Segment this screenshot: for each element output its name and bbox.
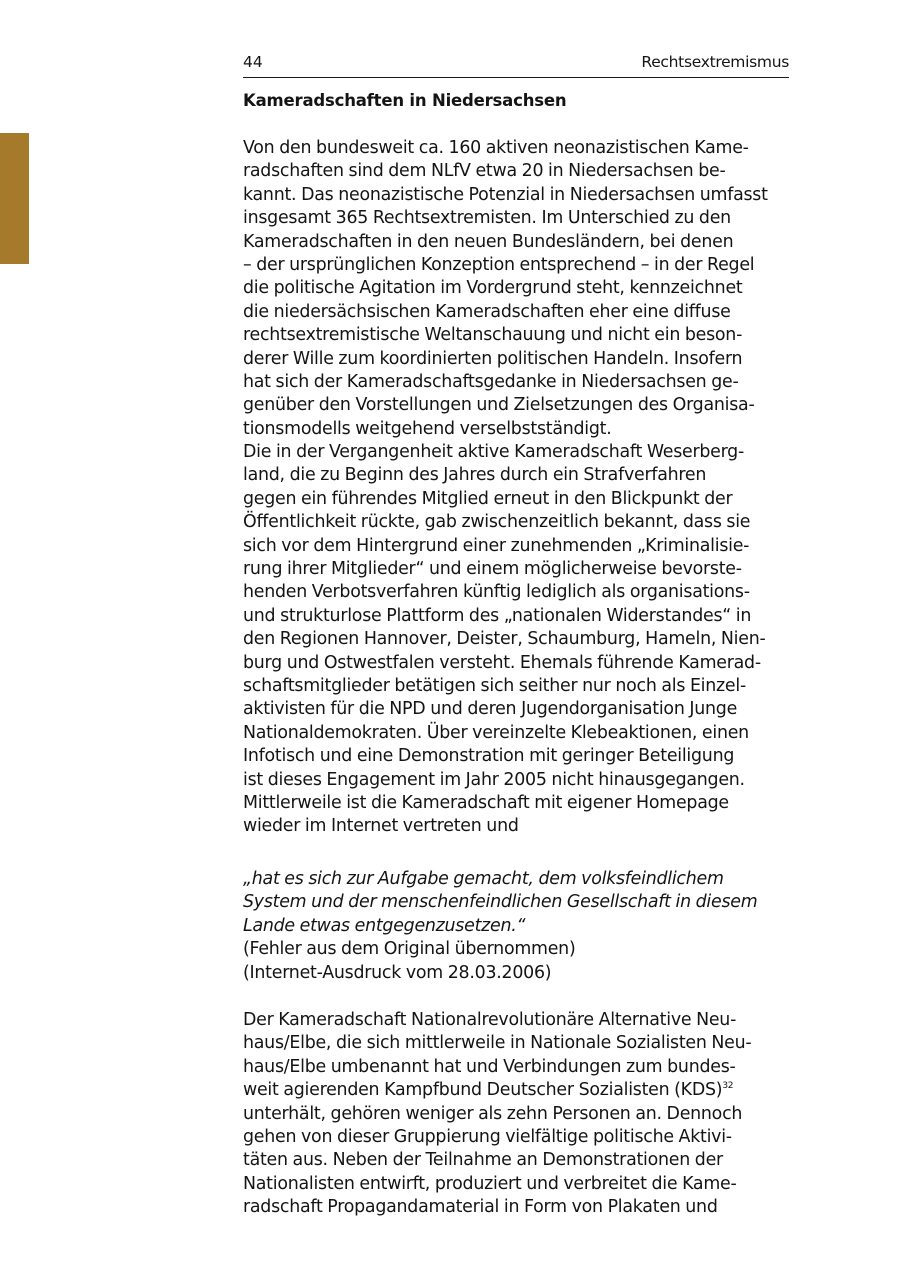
text-line: burg und Ostwestfalen versteht. Ehemals führende Kamerad- (243, 652, 761, 673)
text-line: ist dieses Engagement im Jahr 2005 nicht hinausgegangen. (243, 769, 745, 790)
text-line: land, die zu Beginn des Jahres durch ein Strafverfahren (243, 465, 707, 486)
text-line: kannt. Das neonazistische Potenzial in Niedersachsen umfasst (243, 184, 768, 205)
text-line: Nationaldemokraten. Über vereinzelte Klebeaktionen, einen (243, 722, 749, 743)
text-line: – der ursprünglichen Konzeption entsprechend – in der Regel (243, 254, 755, 275)
text-line: radschaften sind dem NLfV etwa 20 in Niedersachsen be- (243, 161, 726, 182)
text-line: aktivisten für die NPD und deren Jugendorganisation Junge (243, 699, 738, 720)
text-line: derer Wille zum koordinierten politischen Handeln. Insofern (243, 348, 743, 369)
text-line: die politische Agitation im Vordergrund steht, kennzeichnet (243, 278, 743, 299)
text-line: Kameradschaften in den neuen Bundesländern, bei denen (243, 231, 734, 252)
text-line: Öffentlichkeit rückte, gab zwischenzeitlich bekannt, dass sie (243, 512, 751, 533)
text-line: Infotisch und eine Demonstration mit geringer Beteiligung (243, 746, 735, 767)
text-line: Lande etwas entgegenzusetzen.“ (243, 915, 526, 936)
text-line: insgesamt 365 Rechtsextremisten. Im Unterschied zu den (243, 208, 731, 229)
footnote-marker[interactable]: 32 (722, 1081, 734, 1092)
text-line: Der Kameradschaft Nationalrevolutionäre Alternative Neu- (243, 1010, 737, 1030)
text-line: und strukturlose Plattform des „nationalen Widerstandes“ in (243, 605, 752, 626)
text-line: System und der menschenfeindlichen Gesellschaft in diesem (243, 892, 758, 913)
text-line: genüber den Vorstellungen und Zielsetzungen des Organisa- (243, 395, 755, 416)
text-line: gehen von dieser Gruppierung vielfältige politische Aktivi- (243, 1126, 732, 1147)
running-title: Rechtsextremismus (641, 53, 789, 71)
paragraph-neuhaus-elbe (243, 1009, 751, 1220)
text-line: haus/Elbe, die sich mittlerweile in Nationale Sozialisten Neu- (243, 1033, 752, 1054)
text-line: „hat es sich zur Aufgabe gemacht, dem volksfeindlichem (243, 869, 724, 889)
text-line: die niedersächsischen Kameradschaften eher eine diffuse (243, 301, 731, 322)
section-heading: Kameradschaften in Niedersachsen (243, 91, 567, 110)
text-line: schaftsmitglieder betätigen sich seither nur noch als Einzel- (243, 675, 746, 696)
text-line: henden Verbotsverfahren künftig lediglich als organisations- (243, 582, 750, 603)
text-line: unterhält, gehören weniger als zehn Personen an. Dennoch (243, 1103, 743, 1124)
page-number: 44 (243, 53, 263, 71)
page-header (243, 52, 789, 78)
paragraph-kameradschaften-overview (243, 137, 768, 839)
text-line: tionsmodells weitgehend verselbstständigt. (243, 418, 612, 439)
text-line: Nationalisten entwirft, produziert und verbreitet die Kame- (243, 1173, 737, 1194)
text-line: rung ihrer Mitglieder“ und einem möglicherweise bevorste- (243, 559, 742, 580)
text-line: Mittlerweile ist die Kameradschaft mit eigener Homepage (243, 792, 729, 813)
text-line: haus/Elbe umbenannt hat und Verbindungen zum bundes- (243, 1056, 736, 1077)
text-line: gegen ein führendes Mitglied erneut in den Blickpunkt der (243, 488, 733, 509)
chapter-color-tab (0, 133, 29, 264)
quotation-block (243, 868, 757, 985)
text-line: sich vor dem Hintergrund einer zunehmenden „Kriminalisie- (243, 535, 750, 556)
text-line: radschaft Propagandamaterial in Form von Plakaten und (243, 1197, 718, 1218)
text-line: den Regionen Hannover, Deister, Schaumburg, Hameln, Nien- (243, 629, 766, 650)
text-line: täten aus. Neben der Teilnahme an Demonstrationen der (243, 1150, 723, 1171)
text-line: (Internet-Ausdruck vom 28.03.2006) (243, 962, 552, 983)
footnote-line-text: weit agierenden Kampfbund Deutscher Sozialisten (KDS) (243, 1080, 723, 1101)
text-line: hat sich der Kameradschaftsgedanke in Niedersachsen ge- (243, 371, 739, 392)
text-line-with-footnote (243, 1079, 751, 1102)
text-line: Von den bundesweit ca. 160 aktiven neonazistischen Kame- (243, 138, 749, 158)
text-line: wieder im Internet vertreten und (243, 816, 519, 837)
text-line: (Fehler aus dem Original übernommen) (243, 939, 576, 960)
text-line: Die in der Vergangenheit aktive Kameradschaft Weserberg- (243, 442, 744, 463)
text-line: rechtsextremistische Weltanschauung und nicht ein beson- (243, 325, 743, 346)
